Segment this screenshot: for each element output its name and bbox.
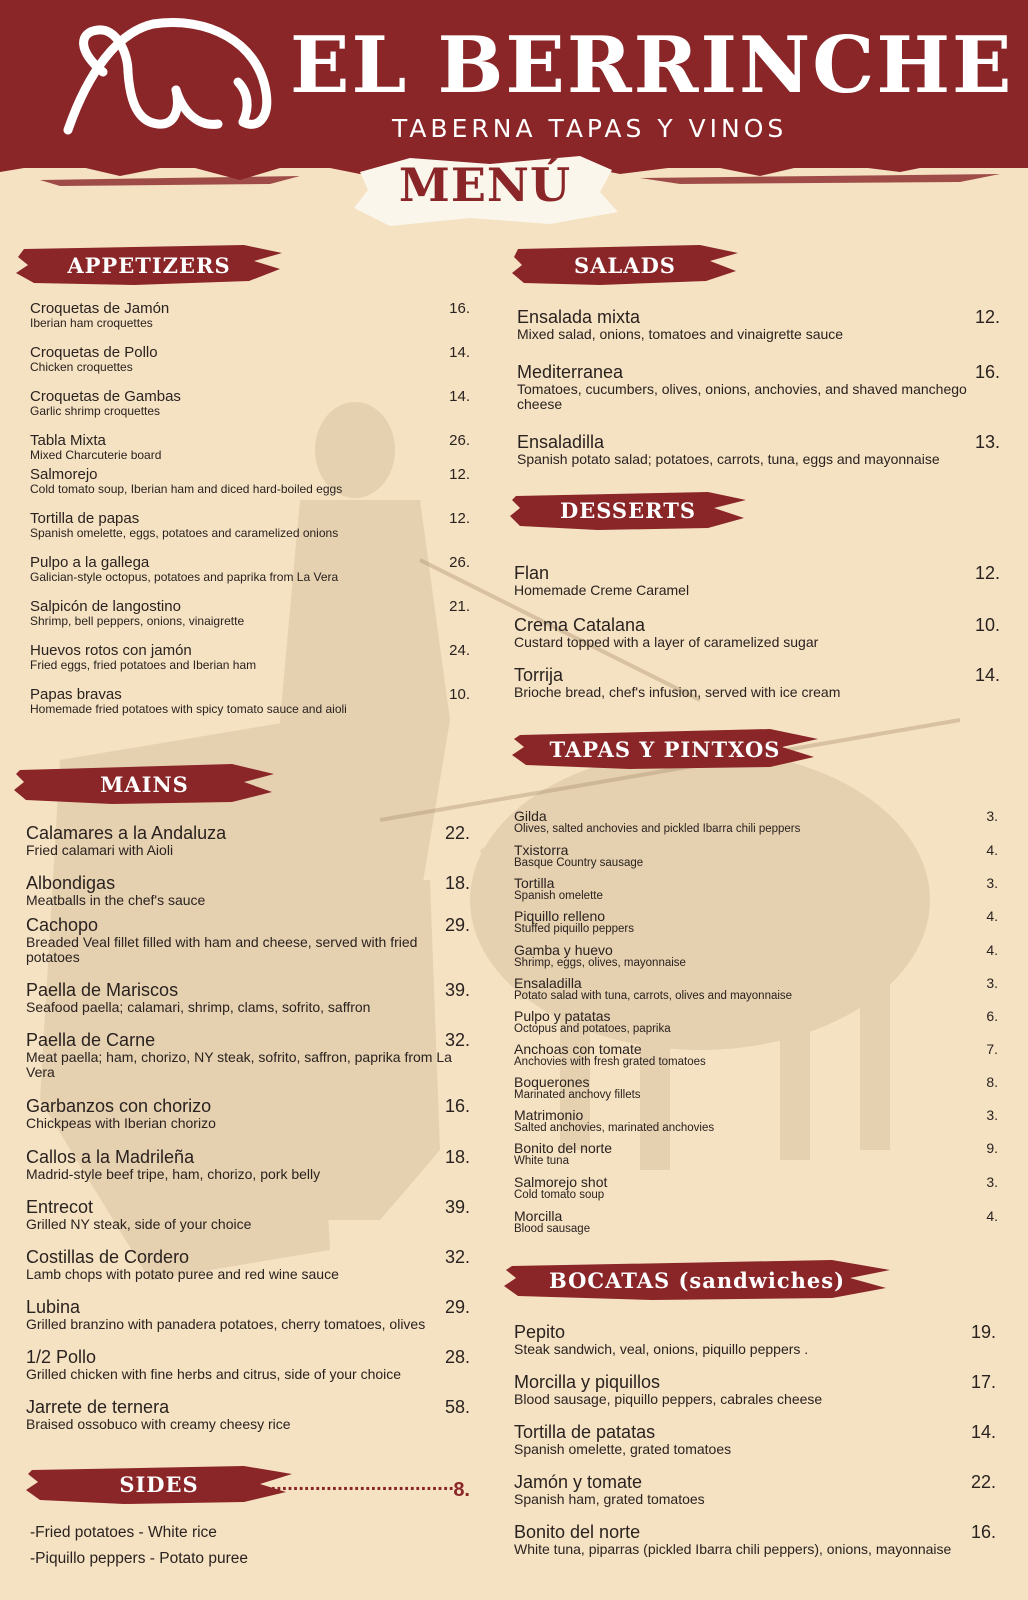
menu-item (26, 823, 470, 858)
section-banner-mains (12, 762, 277, 806)
item-description: Spanish omelette, grated tomatoes (514, 1441, 732, 1457)
item-name: Morcilla (514, 1208, 563, 1224)
menu-item (26, 1397, 470, 1432)
menu-item (514, 1322, 996, 1357)
item-name: Anchoas con tomate (514, 1041, 642, 1057)
item-name: Pulpo y patatas (514, 1008, 611, 1024)
item-price: 3. (986, 1107, 998, 1123)
item-price: 12. (449, 466, 470, 483)
menu-title: MENÚ (398, 158, 572, 212)
item-name: Gamba y huevo (514, 942, 613, 958)
menu-item-row (514, 1372, 996, 1392)
item-name: Morcilla y piquillos (514, 1372, 661, 1392)
menu-item (30, 510, 470, 540)
item-description: Shrimp, bell peppers, onions, vinaigrette (30, 614, 245, 628)
item-price: 10. (974, 615, 1000, 635)
item-description: White tuna (514, 1155, 569, 1167)
item-price: 12. (974, 563, 1000, 583)
sides-line: -Piquillo peppers - Potato puree (30, 1550, 248, 1567)
item-name: Albondigas (26, 873, 116, 893)
menu-item (30, 344, 470, 374)
section-banner-salads (510, 243, 740, 287)
menu-item-row (514, 563, 1000, 583)
menu-item (514, 842, 998, 869)
item-price: 24. (449, 642, 470, 659)
item-name: Tortilla de patatas (514, 1422, 656, 1442)
section-banner-sides (24, 1462, 294, 1506)
item-description: Blood sausage, piquillo peppers, cabrales cheese (514, 1391, 823, 1407)
menu-item (514, 1422, 996, 1457)
item-description: Garlic shrimp croquettes (30, 404, 161, 418)
item-price: 4. (986, 942, 998, 958)
item-price: 19. (970, 1322, 996, 1342)
sides-line: -Fried potatoes - White rice (30, 1524, 217, 1541)
menu-item (514, 1372, 996, 1407)
item-name: Papas bravas (30, 686, 122, 703)
item-price: 8. (986, 1074, 998, 1090)
item-description: White tuna, piparras (pickled Ibarra chili peppers), onions, mayonnaise (514, 1541, 952, 1557)
item-price: 14. (449, 344, 470, 361)
menu-item (514, 808, 998, 835)
item-price: 13. (974, 432, 1000, 452)
item-description: Fried calamari with Aioli (26, 842, 174, 858)
item-description: Spanish ham, grated tomatoes (514, 1491, 705, 1507)
menu-item-row (30, 598, 470, 615)
menu-item-row (26, 1030, 470, 1050)
menu-item (26, 980, 470, 1015)
item-price: 18. (444, 873, 470, 893)
menu-item (26, 915, 470, 964)
section-title: SIDES (119, 1471, 199, 1497)
item-price: 14. (974, 665, 1000, 685)
menu-item (30, 686, 470, 716)
section-banner-bocatas (502, 1258, 892, 1302)
menu-item-row (26, 1397, 470, 1417)
section-title: DESSERTS (560, 497, 696, 523)
menu-item (26, 1096, 470, 1131)
menu-item (30, 300, 470, 330)
menu-item-row (517, 362, 1000, 382)
menu-item (30, 466, 470, 496)
menu-item-row (517, 307, 1000, 327)
leader-dots (265, 1474, 453, 1496)
menu-item-row (26, 1147, 470, 1167)
item-name: Ensalada mixta (517, 307, 641, 327)
menu-item (514, 1174, 998, 1201)
menu-item (514, 1472, 996, 1507)
menu-item-row (26, 1197, 470, 1217)
item-name: Salpicón de langostino (30, 598, 181, 615)
item-description: Iberian ham croquettes (30, 316, 153, 330)
menu-item-row (26, 1247, 470, 1267)
item-name: Entrecot (26, 1197, 94, 1217)
menu-item-row (517, 432, 1000, 452)
item-name: Txistorra (514, 842, 569, 858)
menu-item (30, 598, 470, 628)
section-banner-desserts (508, 488, 748, 532)
item-name: Pepito (514, 1322, 566, 1342)
item-name: Paella de Mariscos (26, 980, 179, 1000)
menu-item-row (30, 642, 470, 659)
section-title: TAPAS Y PINTXOS (549, 736, 781, 762)
item-price: 16. (444, 1096, 470, 1116)
item-price: 32. (444, 1030, 470, 1050)
menu-item (514, 665, 1000, 700)
item-price: 14. (449, 388, 470, 405)
section-title: MAINS (100, 771, 189, 797)
item-description: Spanish omelette (514, 890, 603, 902)
item-description: Octopus and potatoes, paprika (514, 1023, 671, 1035)
menu-item-row (514, 1041, 998, 1056)
menu-item-row (514, 942, 998, 957)
item-price: 39. (444, 980, 470, 1000)
item-name: Piquillo relleno (514, 908, 606, 924)
menu-item-row (26, 1347, 470, 1367)
menu-item-row (26, 823, 470, 843)
item-name: Bonito del norte (514, 1522, 641, 1542)
item-description: Chickpeas with Iberian chorizo (26, 1115, 216, 1131)
item-price: 4. (986, 1208, 998, 1224)
menu-item-row (514, 1174, 998, 1189)
item-price: 12. (449, 510, 470, 527)
item-name: 1/2 Pollo (26, 1347, 97, 1367)
menu-item-row (26, 915, 470, 935)
item-price: 4. (986, 908, 998, 924)
menu-item-row (514, 975, 998, 990)
item-name: Bonito del norte (514, 1140, 613, 1156)
item-description: Meat paella; ham, chorizo, NY steak, sofrito, saffron, paprika from La Vera (26, 1049, 452, 1080)
menu-item (26, 1297, 470, 1332)
item-price: 3. (986, 1174, 998, 1190)
item-name: Crema Catalana (514, 615, 646, 635)
item-price: 28. (444, 1347, 470, 1367)
menu-item (30, 642, 470, 672)
menu-item (514, 1107, 998, 1134)
menu-item-row (514, 615, 1000, 635)
menu-item (514, 908, 998, 935)
menu-item-row (514, 808, 998, 823)
menu-item (26, 873, 470, 908)
item-name: Tabla Mixta (30, 432, 106, 449)
item-description: Grilled chicken with fine herbs and citrus, side of your choice (26, 1366, 402, 1382)
menu-item (514, 1208, 998, 1235)
sides-price (265, 1474, 470, 1502)
item-name: Cachopo (26, 915, 99, 935)
menu-item (514, 875, 998, 902)
menu-item (26, 1147, 470, 1182)
item-price: 26. (449, 554, 470, 571)
menu-item-row (514, 1522, 996, 1542)
menu-item-row (26, 1096, 470, 1116)
item-price: 16. (449, 300, 470, 317)
item-price: 21. (449, 598, 470, 615)
item-price: 6. (986, 1008, 998, 1024)
item-description: Potato salad with tuna, carrots, olives and mayonnaise (514, 990, 793, 1002)
menu-item (26, 1347, 470, 1382)
menu-item-row (30, 388, 470, 405)
item-name: Torrija (514, 665, 564, 685)
item-name: Salmorejo shot (514, 1174, 608, 1190)
menu-item-row (514, 1140, 998, 1155)
restaurant-name: EL BERRINCHE (290, 20, 1014, 111)
menu-item-row (514, 1208, 998, 1223)
menu-item-row (30, 466, 470, 483)
section-banner-appetizers (14, 243, 284, 287)
menu-item (514, 615, 1000, 650)
item-name: Mediterranea (517, 362, 624, 382)
item-description: Spanish omelette, eggs, potatoes and caramelized onions (30, 526, 339, 540)
menu-item-row (514, 1008, 998, 1023)
item-price: 29. (444, 1297, 470, 1317)
item-description: Anchovies with fresh grated tomatoes (514, 1056, 706, 1068)
menu-item-row (514, 1472, 996, 1492)
item-name: Pulpo a la gallega (30, 554, 150, 571)
item-name: Ensaladilla (517, 432, 605, 452)
item-description: Chicken croquettes (30, 360, 133, 374)
menu-item (514, 942, 998, 969)
item-description: Marinated anchovy fillets (514, 1089, 641, 1101)
item-name: Tortilla de papas (30, 510, 140, 527)
item-price: 32. (444, 1247, 470, 1267)
menu-item-row (30, 510, 470, 527)
item-price: 22. (444, 823, 470, 843)
menu-item (514, 975, 998, 1002)
item-description: Seafood paella; calamari, shrimp, clams, sofrito, saffron (26, 999, 371, 1015)
item-description: Spanish potato salad; potatoes, carrots, tuna, eggs and mayonnaise (517, 451, 940, 467)
item-description: Fried eggs, fried potatoes and Iberian ham (30, 658, 257, 672)
item-price: 18. (444, 1147, 470, 1167)
item-name: Boquerones (514, 1074, 590, 1090)
menu-item (514, 1074, 998, 1101)
item-description: Breaded Veal fillet filled with ham and cheese, served with fried potatoes (26, 934, 418, 965)
item-name: Callos a la Madrileña (26, 1147, 195, 1167)
item-name: Salmorejo (30, 466, 98, 483)
item-description: Homemade fried potatoes with spicy tomato sauce and aioli (30, 702, 347, 716)
item-description: Grilled branzino with panadera potatoes, cherry tomatoes, olives (26, 1316, 426, 1332)
item-price: 58. (444, 1397, 470, 1417)
item-name: Paella de Carne (26, 1030, 156, 1050)
menu-item (26, 1197, 470, 1232)
item-description: Shrimp, eggs, olives, mayonnaise (514, 957, 686, 969)
item-name: Flan (514, 563, 550, 583)
section-banner-tapas (510, 727, 820, 771)
item-price: 16. (970, 1522, 996, 1542)
item-price: 4. (986, 842, 998, 858)
section-title: APPETIZERS (67, 252, 231, 278)
bull-head-logo-icon (58, 12, 278, 142)
item-price: 10. (449, 686, 470, 703)
menu-item (514, 1522, 996, 1557)
item-price: 14. (970, 1422, 996, 1442)
menu-item-row (30, 554, 470, 571)
item-price: 16. (974, 362, 1000, 382)
item-name: Ensaladilla (514, 975, 582, 991)
menu-item-row (514, 1422, 996, 1442)
item-price: 9. (986, 1140, 998, 1156)
menu-item-row (514, 665, 1000, 685)
menu-item (514, 1140, 998, 1167)
menu-item (30, 432, 470, 462)
item-name: Croquetas de Gambas (30, 388, 181, 405)
item-description: Blood sausage (514, 1223, 591, 1235)
menu-item-row (514, 1322, 996, 1342)
item-price: 17. (970, 1372, 996, 1392)
item-name: Garbanzos con chorizo (26, 1096, 212, 1116)
item-description: Cold tomato soup (514, 1189, 605, 1201)
item-price: 29. (444, 915, 470, 935)
item-name: Croquetas de Pollo (30, 344, 158, 361)
item-name: Lubina (26, 1297, 81, 1317)
item-price: 3. (986, 875, 998, 891)
item-name: Calamares a la Andaluza (26, 823, 227, 843)
menu-item-row (26, 873, 470, 893)
item-name: Jarrete de ternera (26, 1397, 170, 1417)
item-description: Olives, salted anchovies and pickled Ibarra chili peppers (514, 823, 801, 835)
item-description: Cold tomato soup, Iberian ham and diced hard-boiled eggs (30, 482, 343, 496)
item-name: Costillas de Cordero (26, 1247, 190, 1267)
menu-item-row (514, 1074, 998, 1089)
item-name: Matrimonio (514, 1107, 584, 1123)
restaurant-tagline: TABERNA TAPAS Y VINOS (392, 114, 788, 143)
menu-item-row (514, 1107, 998, 1122)
item-description: Custard topped with a layer of caramelized sugar (514, 634, 819, 650)
menu-item-row (26, 980, 470, 1000)
item-description: Homemade Creme Caramel (514, 582, 690, 598)
item-name: Croquetas de Jamón (30, 300, 170, 317)
item-name: Jamón y tomate (514, 1472, 643, 1492)
item-price: 26. (449, 432, 470, 449)
menu-item (517, 432, 1000, 467)
item-price: 8. (453, 1479, 470, 1501)
item-description: Mixed salad, onions, tomatoes and vinaigrette sauce (517, 326, 844, 342)
item-description: Lamb chops with potato puree and red wine sauce (26, 1266, 339, 1282)
menu-item-row (26, 1297, 470, 1317)
menu-item-row (30, 686, 470, 703)
item-description: Basque Country sausage (514, 857, 644, 869)
item-description: Mixed Charcuterie board (30, 448, 162, 462)
menu-item-row (514, 842, 998, 857)
item-name: Huevos rotos con jamón (30, 642, 192, 659)
item-description: Galician-style octopus, potatoes and paprika from La Vera (30, 570, 339, 584)
menu-item-row (514, 875, 998, 890)
section-title: BOCATAS (sandwiches) (548, 1267, 846, 1293)
item-description: Meatballs in the chef's sauce (26, 892, 206, 908)
item-price: 7. (986, 1041, 998, 1057)
item-price: 3. (986, 975, 998, 991)
item-price: 39. (444, 1197, 470, 1217)
item-description: Stuffed piquillo peppers (514, 923, 634, 935)
menu-item (514, 1008, 998, 1035)
item-name: Gilda (514, 808, 547, 824)
item-description: Braised ossobuco with creamy cheesy rice (26, 1416, 291, 1432)
item-description: Grilled NY steak, side of your choice (26, 1216, 252, 1232)
menu-item (514, 563, 1000, 598)
item-description: Brioche bread, chef's infusion, served with ice cream (514, 684, 841, 700)
menu-item (517, 362, 1000, 411)
menu-item-row (30, 300, 470, 317)
item-description: Tomatoes, cucumbers, olives, onions, anchovies, and shaved manchego cheese (517, 381, 967, 412)
item-description: Salted anchovies, marinated anchovies (514, 1122, 715, 1134)
item-description: Steak sandwich, veal, onions, piquillo peppers . (514, 1341, 809, 1357)
menu-item (26, 1247, 470, 1282)
menu-item (26, 1030, 470, 1079)
menu-item (517, 307, 1000, 342)
menu-item-row (30, 432, 470, 449)
item-price: 12. (974, 307, 1000, 327)
item-price: 22. (970, 1472, 996, 1492)
menu-item-row (30, 344, 470, 361)
menu-item-row (514, 908, 998, 923)
section-title: SALADS (574, 252, 676, 278)
item-name: Tortilla (514, 875, 555, 891)
item-description: Madrid-style beef tripe, ham, chorizo, pork belly (26, 1166, 321, 1182)
menu-item (514, 1041, 998, 1068)
item-price: 3. (986, 808, 998, 824)
menu-item (30, 388, 470, 418)
menu-item (30, 554, 470, 584)
